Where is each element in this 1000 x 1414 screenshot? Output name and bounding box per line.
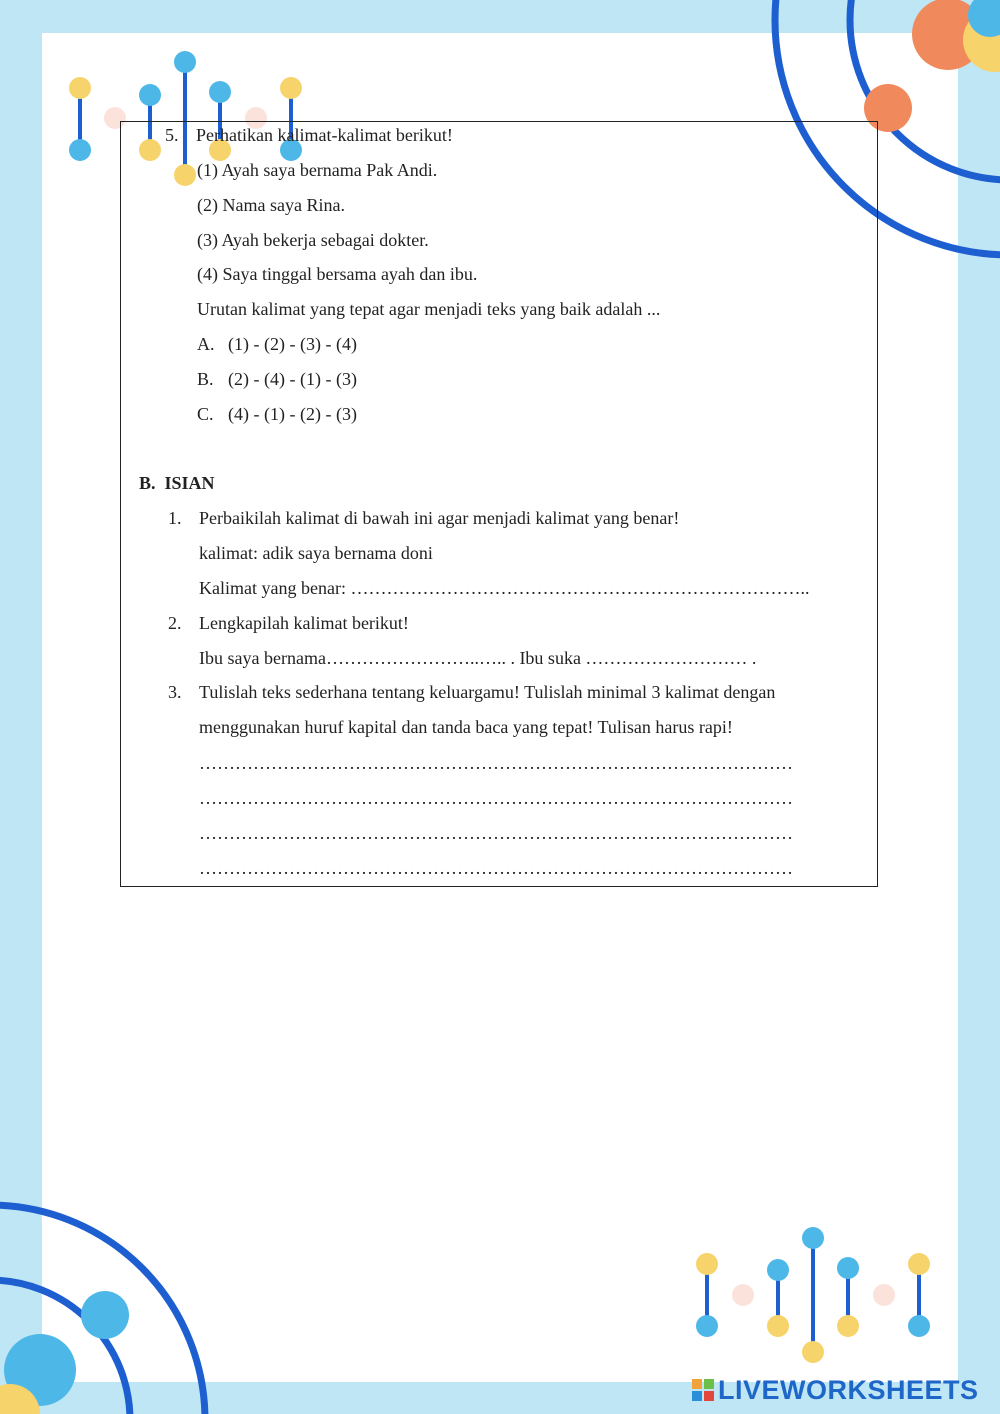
item-3-instruction: Tulislah teks sederhana tentang keluargamu! Tulislah minimal 3 kalimat dengan: [199, 682, 776, 702]
liveworksheets-logo[interactable]: [692, 1372, 979, 1408]
option-c-text[interactable]: (4) - (1) - (2) - (3): [228, 404, 357, 424]
item-3-answer-line[interactable]: ………………………………………………………………………………………: [199, 753, 793, 773]
item-2-number: 2.: [168, 613, 182, 633]
item-2-instruction: Lengkapilah kalimat berikut!: [199, 613, 409, 633]
item-3-answer-line[interactable]: ………………………………………………………………………………………: [199, 823, 793, 843]
option-a-text[interactable]: (1) - (2) - (3) - (4): [228, 334, 357, 354]
item-1-sentence: kalimat: adik saya bernama doni: [199, 543, 433, 563]
section-b-title: B. ISIAN: [139, 473, 215, 493]
question-5-instruction: Urutan kalimat yang tepat agar menjadi teks yang baik adalah ...: [197, 299, 661, 319]
option-b-text[interactable]: (2) - (4) - (1) - (3): [228, 369, 357, 389]
bottom-left-rings-decoration: [0, 1205, 205, 1414]
question-5-sentence: (1) Ayah saya bernama Pak Andi.: [197, 160, 438, 180]
bottom-right-molecule-decoration: [696, 1227, 930, 1363]
brand-name: LIVEWORKSHEETS: [718, 1374, 979, 1405]
item-3-instruction-cont: menggunakan huruf kapital dan tanda baca yang tepat! Tulisan harus rapi!: [199, 717, 733, 737]
item-1-instruction: Perbaikilah kalimat di bawah ini agar menjadi kalimat yang benar!: [199, 508, 680, 528]
question-5-prompt: Perhatikan kalimat-kalimat berikut!: [196, 125, 453, 145]
item-1-number: 1.: [168, 508, 182, 528]
item-2-answer-field[interactable]: Ibu saya bernama……………………..….. . Ibu suka ……………………… .: [199, 648, 757, 668]
question-5-number: 5.: [165, 125, 179, 145]
item-3-answer-line[interactable]: ………………………………………………………………………………………: [199, 788, 793, 808]
option-c-letter: C.: [197, 404, 214, 424]
option-a-letter: A.: [197, 334, 215, 354]
item-3-number: 3.: [168, 682, 182, 702]
item-3-answer-line[interactable]: ………………………………………………………………………………………: [199, 858, 793, 878]
option-b-letter: B.: [197, 369, 214, 389]
liveworksheets-icon: [692, 1379, 714, 1401]
question-5-sentence: (3) Ayah bekerja sebagai dokter.: [197, 230, 429, 250]
question-5-sentence: (2) Nama saya Rina.: [197, 195, 345, 215]
item-1-answer-field[interactable]: Kalimat yang benar: …………………………………………………………………..: [199, 578, 810, 598]
question-5-sentence: (4) Saya tinggal bersama ayah dan ibu.: [197, 264, 478, 284]
